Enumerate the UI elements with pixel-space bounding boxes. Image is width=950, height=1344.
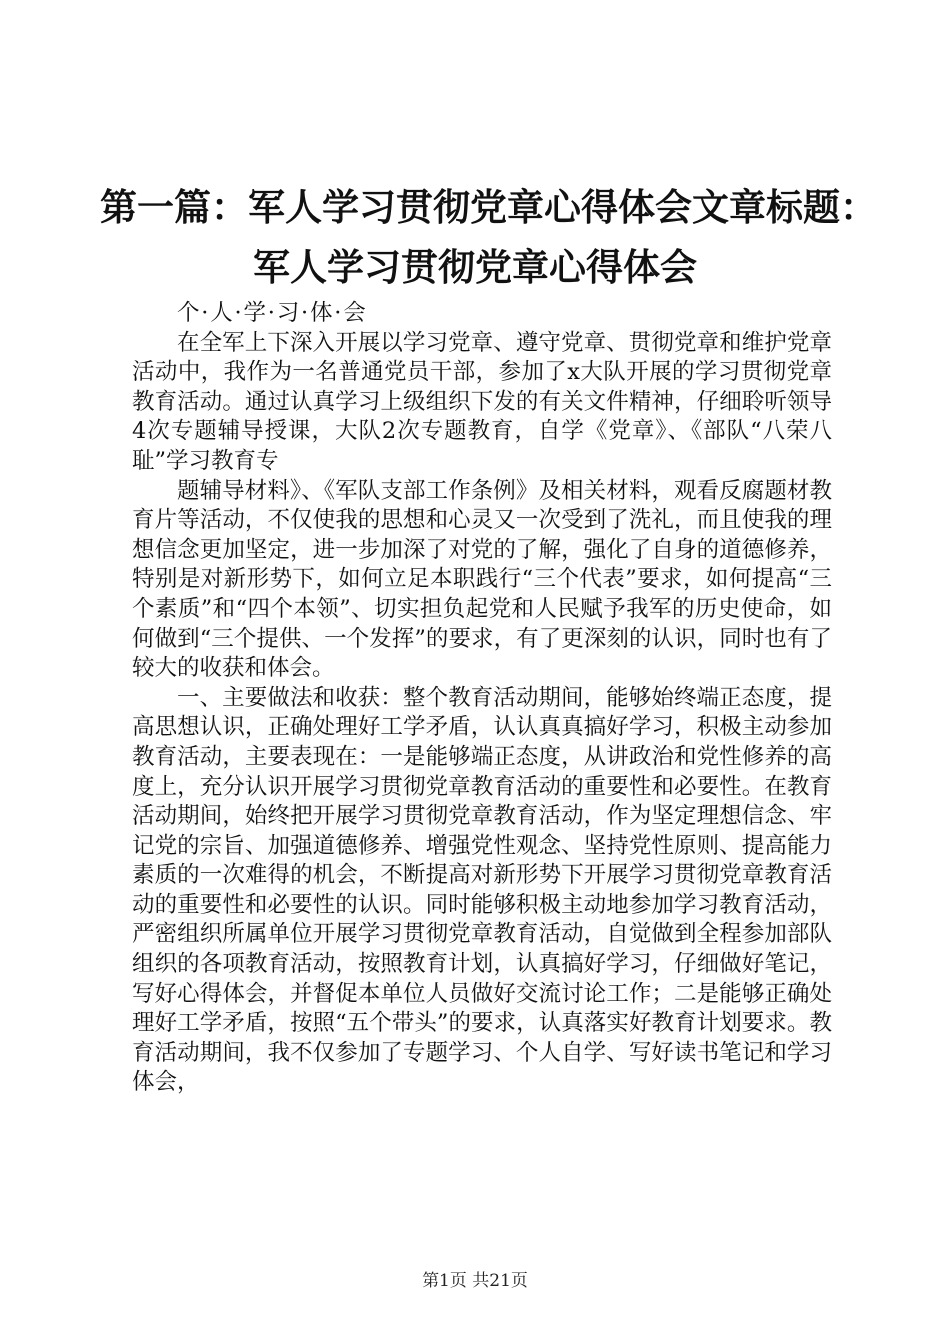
document-body (132, 299, 832, 1098)
paragraph-2: 题辅导材料》、《军队支部工作条例》及相关材料，观看反腐题材教育片等活动，不仅使我的思想和心灵又一次受到了洗礼，而且使我的理想信念更加坚定，进一步加深了对党的了解，强化了自身的道德修养，特别是对新形势下，如何立足本职践行“三个代表”要求，如何提高“三个素质”和“四个本领”、切实担负起党和人民赋予我军的历史使命，如何做到“三个提供、一个发挥”的要求，有了更深刻的认识，同时也有了较大的收获和体会。 (132, 477, 832, 682)
paragraph-3: 一、主要做法和收获：整个教育活动期间，能够始终端正态度，提高思想认识，正确处理好工学矛盾，认认真真搞好学习，积极主动参加教育活动，主要表现在：一是能够端正态度，从讲政治和党性修养的高度上，充分认识开展学习贯彻党章教育活动的重要性和必要性。在教育活动期间，始终把开展学习贯彻党章教育活动，作为坚定理想信念、牢记党的宗旨、加强道德修养、增强党性观念、坚持党性原则、提高能力素质的一次难得的机会，不断提高对新形势下开展学习贯彻党章教育活动的重要性和必要性的认识。同时能够积极主动地参加学习教育活动，严密组织所属单位开展学习贯彻党章教育活动，自觉做到全程参加部队组织的各项教育活动，按照教育计划，认真搞好学习，仔细做好笔记，写好心得体会，并督促本单位人员做好交流讨论工作；二是能够正确处理好工学矛盾，按照“五个带头”的要求，认真落实好教育计划要求。教育活动期间，我不仅参加了专题学习、个人自学、写好读书笔记和学习体会， (132, 684, 832, 1096)
section-heading: 个·人·学·习·体·会 (177, 300, 368, 326)
paragraph-1: 在全军上下深入开展以学习党章、遵守党章、贯彻党章和维护党章活动中，我作为一名普通党员干部，参加了x大队开展的学习贯彻党章教育活动。通过认真学习上级组织下发的有关文件精神，仔细聆听领导4次专题辅导授课，大队2次专题教育，自学《党章》、《部队“八荣八耻”学习教育专 (132, 329, 832, 474)
page-number-footer: 第1页 共21页 (422, 1271, 528, 1291)
document-title-line-1: 第一篇：军人学习贯彻党章心得体会文章标题： (100, 186, 877, 229)
document-title-line-2: 军人学习贯彻党章心得体会 (253, 246, 697, 289)
